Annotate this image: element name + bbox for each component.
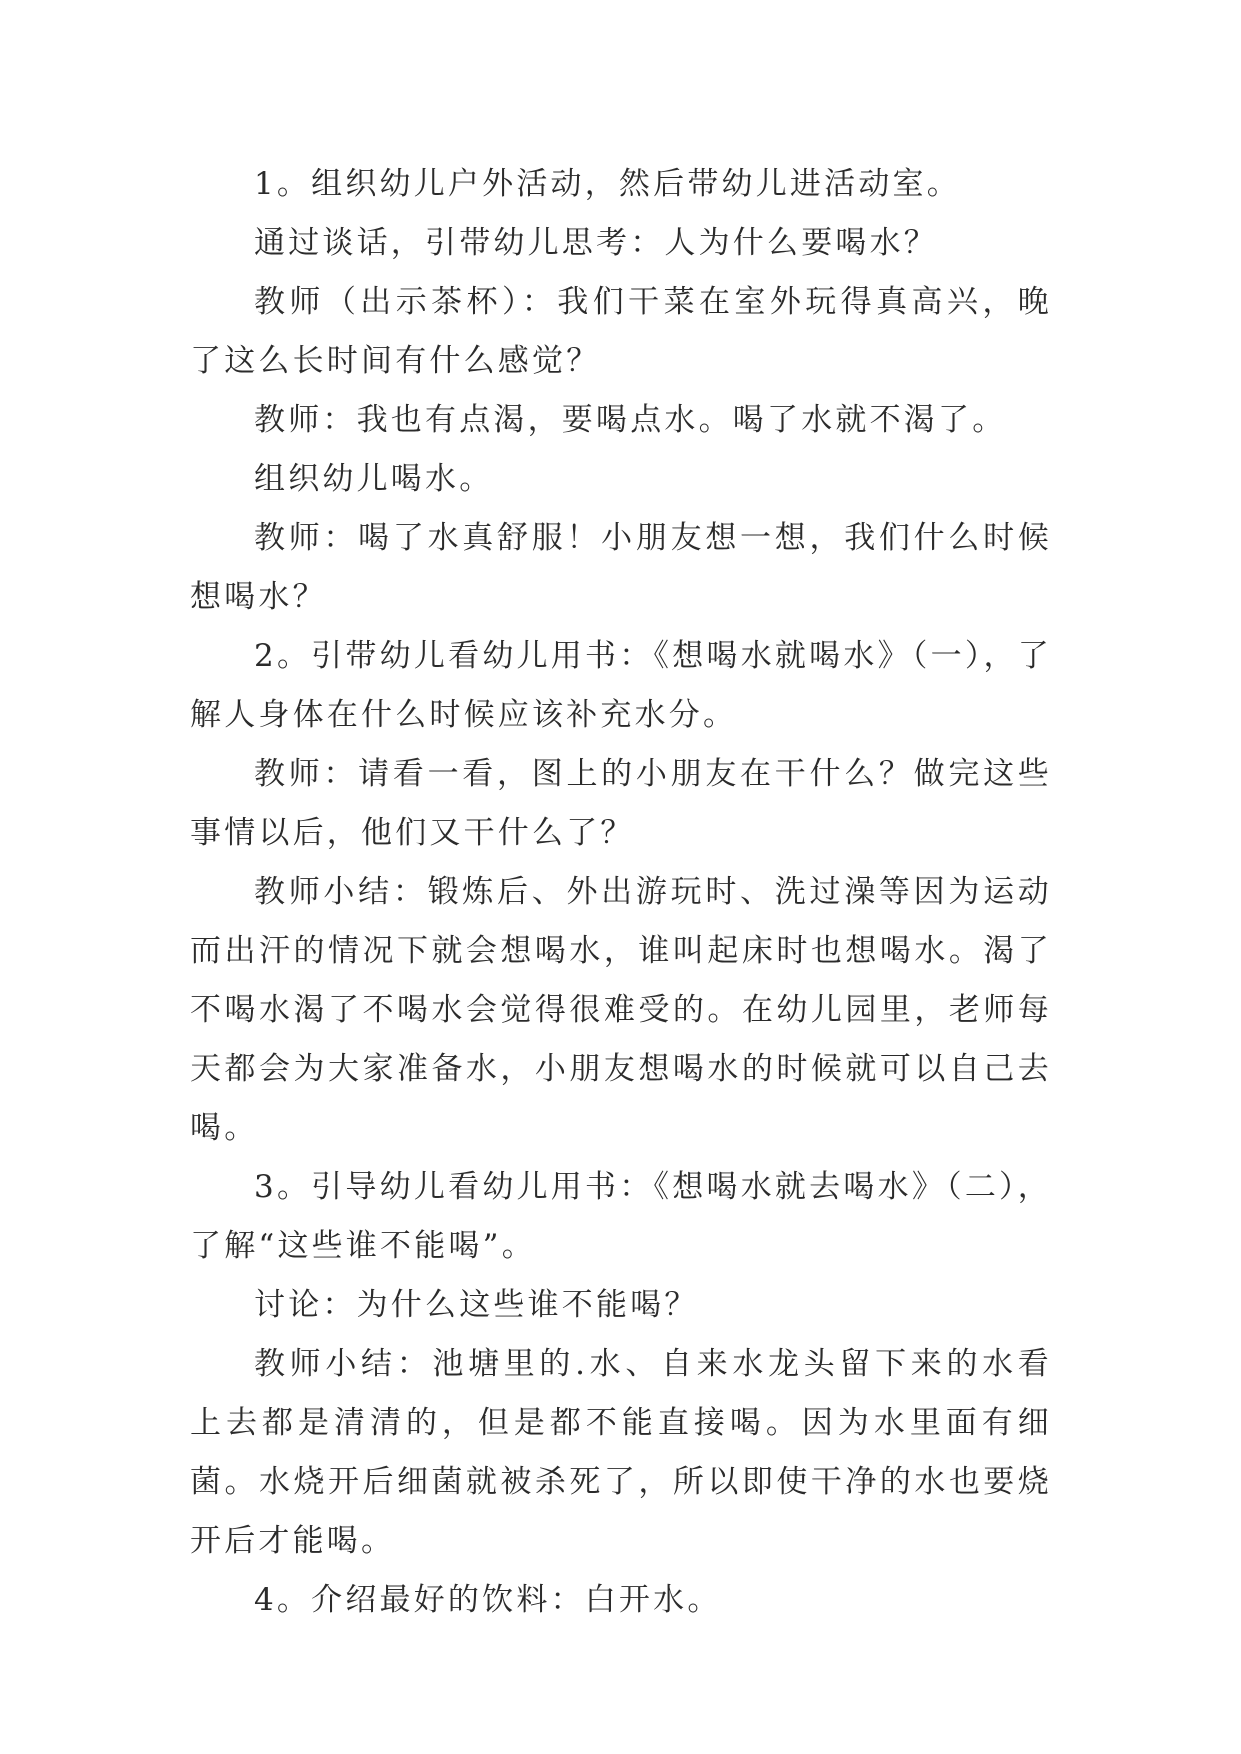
paragraph-10: 3。引导幼儿看幼儿用书：《想喝水就去喝水》（二），了解“这些谁不能喝”。 — [190, 1169, 1052, 1264]
paragraph-3: 教师（出示茶杯）：我们干菜在室外玩得真高兴，晚了这么长时间有什么感觉？ — [190, 284, 1052, 379]
paragraph-2: 通过谈话，引带幼儿思考：人为什么要喝水？ — [254, 225, 938, 261]
paragraph-13: 4。介绍最好的饮料：白开水。 — [254, 1582, 722, 1618]
paragraph-6: 教师：喝了水真舒服！小朋友想一想，我们什么时候想喝水？ — [190, 520, 1052, 615]
paragraph-4: 教师：我也有点渴，要喝点水。喝了水就不渴了。 — [254, 402, 1007, 438]
paragraph-7: 2。引带幼儿看幼儿用书：《想喝水就喝水》（一），了解人身体在什么时候应该补充水分。 — [190, 638, 1052, 733]
paragraph-8: 教师：请看一看，图上的小朋友在干什么？做完这些事情以后，他们又干什么了？ — [190, 756, 1052, 851]
paragraph-12: 教师小结：池塘里的.水、自来水龙头留下来的水看上去都是清清的，但是都不能直接喝。因为水里面有细菌。水烧开后细菌就被杀死了，所以即使干净的水也要烧开后才能喝。 — [190, 1346, 1052, 1559]
paragraph-1: 1。组织幼儿户外活动，然后带幼儿进活动室。 — [254, 166, 961, 202]
paragraph-5: 组织幼儿喝水。 — [254, 461, 494, 497]
document-body — [190, 155, 1052, 1630]
paragraph-9: 教师小结：锻炼后、外出游玩时、洗过澡等因为运动而出汗的情况下就会想喝水，谁叫起床时也想喝水。渴了不喝水渴了不喝水会觉得很难受的。在幼儿园里，老师每天都会为大家准备水，小朋友想喝水的时候就可以自己去喝。 — [190, 874, 1052, 1146]
paragraph-11: 讨论：为什么这些谁不能喝？ — [254, 1287, 699, 1323]
